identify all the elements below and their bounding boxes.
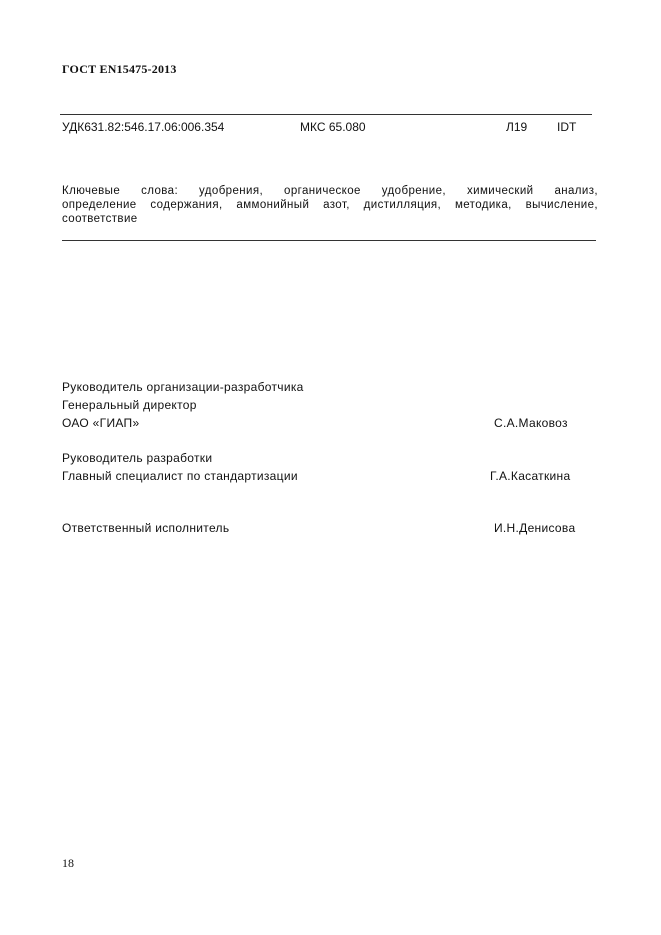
dev-head-title-1: Руководитель разработки xyxy=(62,451,213,465)
org-head-title-1: Руководитель организации-разработчика xyxy=(62,380,304,394)
group-code: Л19 xyxy=(506,120,528,134)
executor-name: И.Н.Денисова xyxy=(494,521,576,535)
org-head-title-2: Генеральный директор xyxy=(62,398,197,412)
standard-code: ГОСТ EN15475-2013 xyxy=(62,62,177,76)
keywords-line: соответствие xyxy=(62,213,138,225)
org-name: ОАО «ГИАП» xyxy=(62,416,140,430)
dev-head-name: Г.А.Касаткина xyxy=(490,469,571,483)
udk-code: УДК631.82:546.17.06:006.354 xyxy=(62,120,225,134)
keywords-block xyxy=(62,184,598,226)
page-number: 18 xyxy=(62,856,74,870)
keywords-divider xyxy=(62,240,596,241)
mks-code: МКС 65.080 xyxy=(300,120,366,134)
top-divider xyxy=(60,114,592,115)
org-head-name: С.А.Маковоз xyxy=(494,416,568,430)
keywords-line: определение содержания, аммонийный азот, дистилляция, методика, вычисление, xyxy=(62,199,598,211)
keywords-line: Ключевые слова: удобрения, органическое удобрение, химический анализ, xyxy=(62,185,598,197)
degree-code: IDT xyxy=(557,120,577,134)
dev-head-title-2: Главный специалист по стандартизации xyxy=(62,469,298,483)
executor-title: Ответственный исполнитель xyxy=(62,521,230,535)
